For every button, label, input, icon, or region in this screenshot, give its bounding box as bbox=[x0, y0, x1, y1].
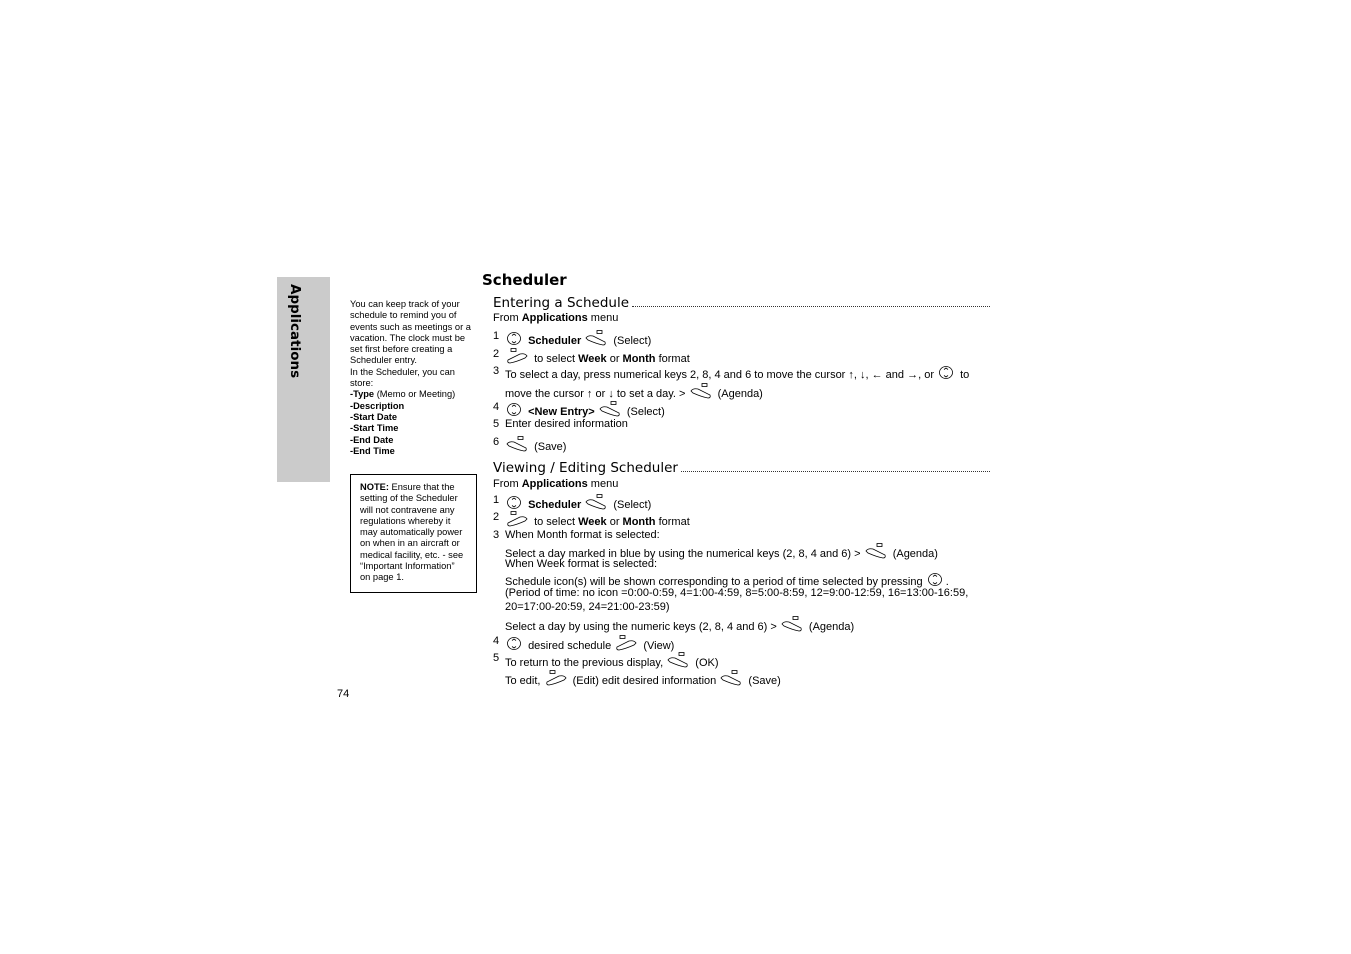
side-tab bbox=[277, 277, 330, 482]
leader-dots bbox=[681, 471, 990, 472]
step-line: To return to the previous display, (OK) bbox=[505, 652, 719, 669]
step-number: 2 bbox=[493, 348, 500, 360]
step-line: (Period of time: no icon =0:00-0:59, 4=1:00-4:59, 8=5:00-8:59, 12=9:00-12:59, 16=13:00-16:59, bbox=[505, 587, 969, 599]
sidebar-line: In the Scheduler, you can bbox=[350, 366, 455, 377]
step-line: Scheduler (Select) bbox=[505, 330, 651, 347]
step-line: move the cursor ↑ or ↓ to set a day. > (Agenda) bbox=[505, 383, 763, 400]
section-title: Entering a Schedule bbox=[493, 295, 630, 311]
note-line: on when in an aircraft or bbox=[360, 538, 460, 549]
step-line: to select Week or Month format bbox=[505, 348, 690, 365]
note-line: medical facility, etc. - see bbox=[360, 549, 464, 560]
softkey-right-icon bbox=[690, 383, 712, 399]
sidebar-line: store: bbox=[350, 378, 374, 389]
step-line: (Save) bbox=[505, 436, 566, 453]
from-menu-line: From Applications menu bbox=[493, 478, 619, 490]
note-line: setting of the Scheduler bbox=[360, 493, 458, 504]
page-title: Scheduler bbox=[482, 271, 567, 289]
note-line: regulations whereby it bbox=[360, 515, 451, 526]
nav-key-icon bbox=[506, 331, 522, 346]
softkey-left-icon bbox=[506, 348, 528, 364]
sidebar-line: schedule to remind you of bbox=[350, 310, 457, 321]
softkey-right-icon bbox=[585, 330, 607, 346]
note-line: on page 1. bbox=[360, 572, 404, 583]
step-line: <New Entry> (Select) bbox=[505, 401, 665, 418]
sidebar-line: Scheduler entry. bbox=[350, 355, 418, 366]
step-number: 3 bbox=[493, 365, 500, 377]
leader-dots bbox=[632, 306, 990, 307]
softkey-right-icon bbox=[667, 652, 689, 668]
note-line: NOTE: Ensure that the bbox=[360, 482, 455, 492]
sidebar-field: -Start Time bbox=[350, 423, 399, 434]
from-menu-line: From Applications menu bbox=[493, 312, 619, 324]
sidebar-line: events such as meetings or a bbox=[350, 321, 471, 332]
sidebar-line: You can keep track of your bbox=[350, 299, 460, 309]
softkey-left-icon bbox=[506, 511, 528, 527]
note-box bbox=[350, 474, 477, 593]
step-number: 4 bbox=[493, 401, 500, 413]
step-number: 1 bbox=[493, 494, 500, 506]
section-heading-viewing bbox=[493, 456, 990, 476]
nav-key-icon bbox=[506, 495, 522, 510]
step-line: Select a day marked in blue by using the numerical keys (2, 8, 4 and 6) > (Agenda) bbox=[505, 543, 938, 560]
step-number: 1 bbox=[493, 330, 500, 342]
step-line: To edit, (Edit) edit desired information (Save) bbox=[505, 670, 781, 687]
sidebar-field: -Start Date bbox=[350, 411, 398, 422]
step-number: 5 bbox=[493, 418, 500, 430]
softkey-right-icon bbox=[720, 670, 742, 686]
nav-key-icon bbox=[927, 572, 943, 587]
sidebar-field: -End Date bbox=[350, 434, 394, 445]
section-title: Viewing / Editing Scheduler bbox=[493, 460, 678, 476]
step-number: 3 bbox=[493, 529, 500, 541]
step-number: 6 bbox=[493, 436, 500, 448]
step-line: When Week format is selected: bbox=[505, 558, 658, 570]
step-line: To select a day, press numerical keys 2, 8, 4 and 6 to move the cursor ↑, ↓, ← and →, or to bbox=[505, 365, 969, 381]
sidebar-line: vacation. The clock must be bbox=[350, 332, 466, 343]
page-number: 74 bbox=[337, 688, 350, 700]
step-line: desired schedule (View) bbox=[505, 635, 674, 652]
softkey-left-icon bbox=[615, 635, 637, 651]
sidebar-line: set first before creating a bbox=[350, 344, 453, 355]
sidebar-field: -End Time bbox=[350, 445, 395, 456]
nav-key-icon bbox=[938, 365, 954, 380]
nav-key-icon bbox=[506, 402, 522, 417]
step-number: 4 bbox=[493, 635, 500, 647]
step-line: 20=17:00-20:59, 24=21:00-23:59) bbox=[505, 601, 670, 613]
step-line: Schedule icon(s) will be shown corresponding to a period of time selected by pressing . bbox=[505, 572, 949, 588]
sidebar-field-type: -Type (Memo or Meeting) bbox=[350, 389, 456, 400]
side-tab-label: Applications bbox=[287, 284, 303, 379]
softkey-right-icon bbox=[781, 616, 803, 632]
nav-key-icon bbox=[506, 636, 522, 651]
sidebar-description bbox=[350, 299, 478, 457]
softkey-right-icon bbox=[585, 494, 607, 510]
sidebar-field: -Description bbox=[350, 400, 405, 411]
softkey-right-icon bbox=[599, 401, 621, 417]
step-number: 2 bbox=[493, 511, 500, 523]
step-line: When Month format is selected: bbox=[505, 529, 660, 541]
softkey-right-icon bbox=[506, 436, 528, 452]
section-heading-entering bbox=[493, 291, 990, 311]
step-line: to select Week or Month format bbox=[505, 511, 690, 528]
note-line: will not contravene any bbox=[360, 504, 455, 515]
note-line: may automatically power bbox=[360, 527, 463, 538]
softkey-left-icon bbox=[545, 670, 567, 686]
step-line: Select a day by using the numeric keys (2, 8, 4 and 6) > (Agenda) bbox=[505, 616, 854, 633]
softkey-right-icon bbox=[865, 543, 887, 559]
step-line: Scheduler (Select) bbox=[505, 494, 651, 511]
step-number: 5 bbox=[493, 652, 500, 664]
step-line: Enter desired information bbox=[505, 418, 628, 430]
note-line: “Important Information” bbox=[360, 561, 455, 572]
